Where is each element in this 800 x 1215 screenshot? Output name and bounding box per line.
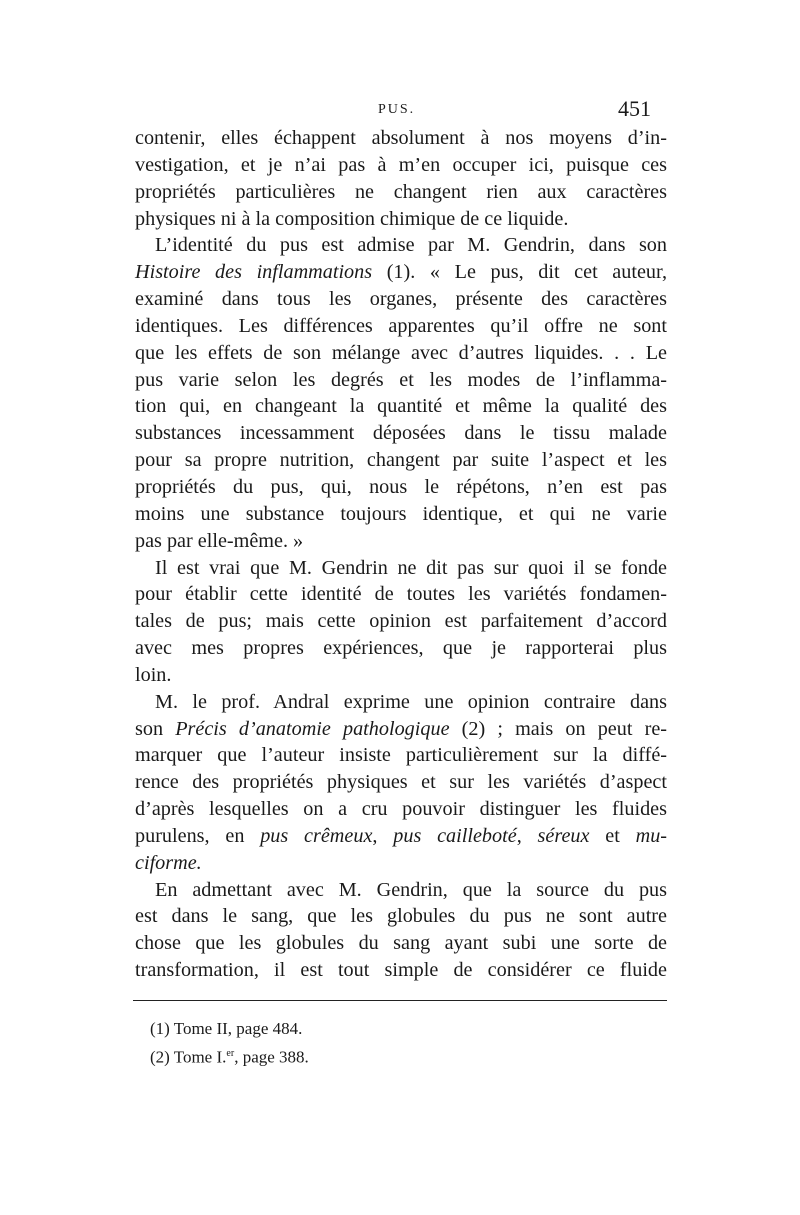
text-line: tion qui, en changeant la quantité et même la qualité des xyxy=(135,395,667,418)
footnotes xyxy=(150,1016,309,1070)
text-line: marquer que l’auteur insiste particulièrement sur la diffé- xyxy=(135,744,667,767)
italic-text: séreux xyxy=(537,824,590,847)
text-segment: , xyxy=(516,824,538,847)
text-line: L’identité du pus est admise par M. Gendrin, dans son xyxy=(155,234,667,257)
italic-text: ciforme. xyxy=(135,851,202,874)
text-line: pus varie selon les degrés et les modes de l’inflamma- xyxy=(135,368,667,391)
text-line: vestigation, et je n’ai pas à m’en occuper ici, puisque ces xyxy=(135,153,667,176)
text-line: loin. xyxy=(135,663,172,686)
text-line: d’après lesquelles on a cru pouvoir distinguer les fluides xyxy=(135,798,667,821)
text-line: pas par elle-même. » xyxy=(135,529,304,552)
italic-text: pus cailleboté xyxy=(393,824,517,847)
footnote-2 xyxy=(150,1041,309,1070)
running-title: PUS. xyxy=(378,102,416,117)
italic-text: mu- xyxy=(635,824,668,847)
footnote-2-start: (2) Tome I. xyxy=(150,1047,227,1067)
text-line xyxy=(135,259,667,286)
italic-text: Histoire des inflammations xyxy=(135,261,373,284)
text-line: rence des propriétés physiques et sur les variétés d’aspect xyxy=(135,771,667,794)
text-line: physiques ni à la composition chimique de ce liquide. xyxy=(135,207,569,230)
text-line: Il est vrai que M. Gendrin ne dit pas sur quoi il se fonde xyxy=(155,556,667,579)
text-line: contenir, elles échappent absolument à nos moyens d’in- xyxy=(135,127,667,149)
text-segment: , xyxy=(372,824,394,847)
text-line: que les effets de son mélange avec d’autres liquides. . . Le xyxy=(135,341,667,364)
text-line: pour sa propre nutrition, changent par suite l’aspect et les xyxy=(135,449,667,472)
footnote-2-end: , page 388. xyxy=(234,1047,309,1067)
text-line xyxy=(135,716,667,743)
text-line: examiné dans tous les organes, présente des caractères xyxy=(135,288,667,311)
text-line: propriétés du pus, qui, nous le répétons, n’en est pas xyxy=(135,475,667,498)
text-segment: et xyxy=(589,824,636,847)
text-line: transformation, il est tout simple de considérer ce fluide xyxy=(135,959,667,982)
text-line: M. le prof. Andral exprime une opinion contraire dans xyxy=(155,690,667,713)
text-line: substances incessamment déposées dans le tissu malade xyxy=(135,422,667,445)
footnote-rule xyxy=(133,1000,667,1001)
text-line: identiques. Les différences apparentes qu’il offre ne sont xyxy=(135,314,667,337)
footnote-1: (1) Tome II, page 484. xyxy=(150,1019,303,1038)
running-head xyxy=(0,96,800,122)
text-line: propriétés particulières ne changent rien aux caractères xyxy=(135,180,667,203)
text-line: pour établir cette identité de toutes les variétés fondamen- xyxy=(135,583,667,606)
italic-text: pus crêmeux xyxy=(260,824,373,847)
text-line xyxy=(135,850,667,877)
text-line: En admettant avec M. Gendrin, que la source du pus xyxy=(155,878,667,901)
text-line xyxy=(135,823,667,850)
text-line: moins une substance toujours identique, et qui ne varie xyxy=(135,502,667,525)
text-segment: son xyxy=(135,717,176,740)
text-line: est dans le sang, que les globules du pus ne sont autre xyxy=(135,905,667,928)
text-segment: purulens, en xyxy=(135,824,261,847)
text-line: avec mes propres expériences, que je rapporterai plus xyxy=(135,637,667,660)
page-number: 451 xyxy=(618,96,651,121)
text-segment: (1). « Le pus, dit cet auteur, xyxy=(372,261,667,284)
body-text xyxy=(135,125,667,984)
italic-text: Précis d’anatomie pathologique xyxy=(175,717,450,740)
text-line: tales de pus; mais cette opinion est parfaitement d’accord xyxy=(135,610,667,633)
footnote-2-superscript: er xyxy=(226,1048,235,1059)
text-segment: (2) ; mais on peut re- xyxy=(449,717,667,740)
text-line: chose que les globules du sang ayant subi une sorte de xyxy=(135,932,667,955)
